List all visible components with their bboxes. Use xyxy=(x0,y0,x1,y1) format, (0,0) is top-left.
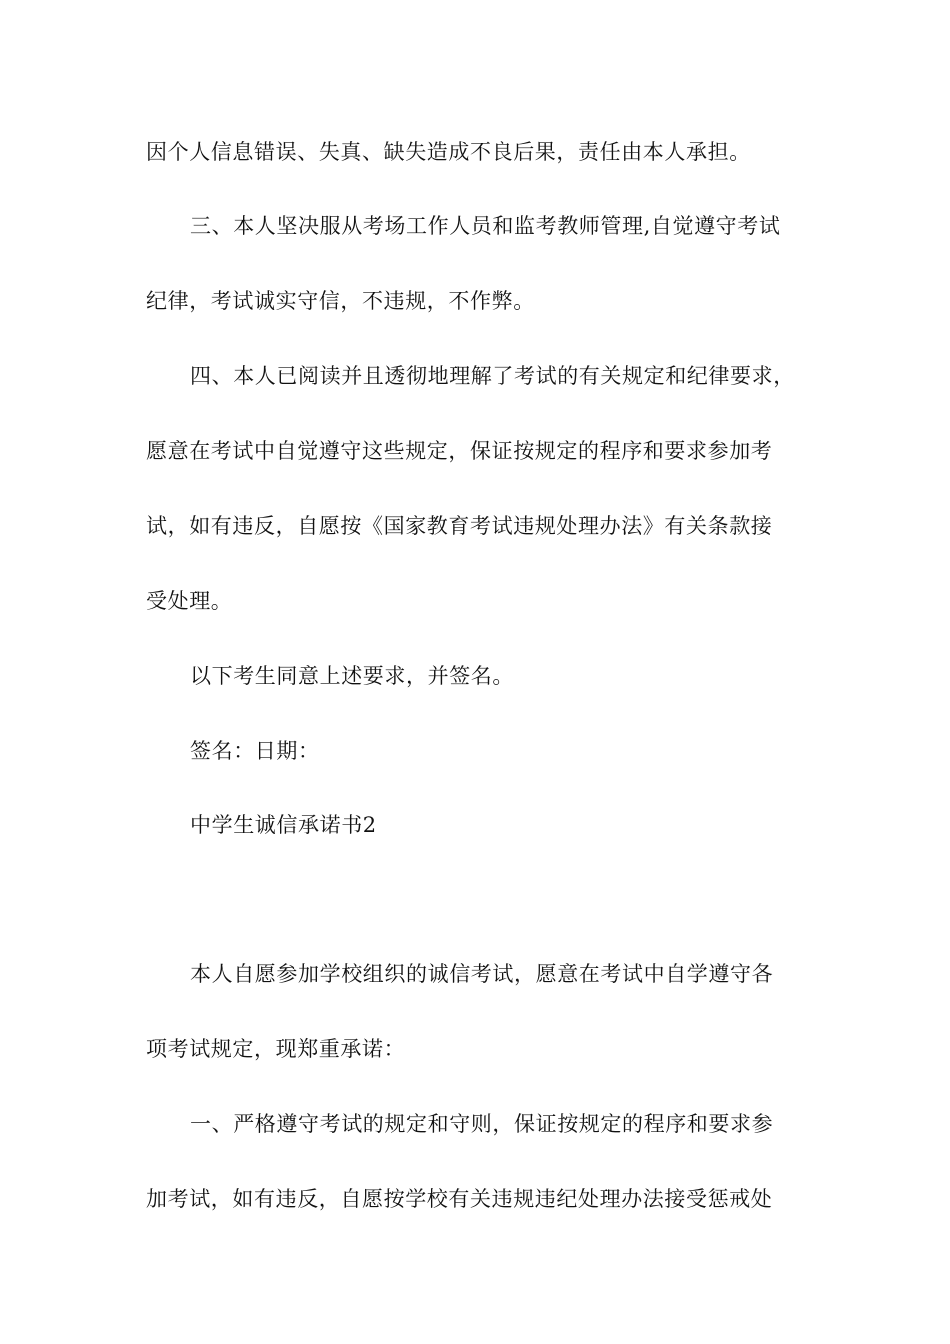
paragraph-line: 受处理。 xyxy=(146,589,233,613)
paragraph-line: 项考试规定，现郑重承诺： xyxy=(146,1037,406,1061)
paragraph-line: 试，如有违反，自愿按《国家教育考试违规处理办法》有关条款接 xyxy=(146,514,773,538)
paragraph-line: 加考试，如有违反，自愿按学校有关违规违纪处理办法接受惩戒处 xyxy=(146,1187,773,1211)
paragraph-line: 本人自愿参加学校组织的诚信考试，愿意在考试中自学遵守各 xyxy=(190,962,774,986)
section-title: 中学生诚信承诺书2 xyxy=(190,813,377,837)
paragraph-line: 以下考生同意上述要求，并签名。 xyxy=(190,664,514,688)
paragraph-line: 三、本人坚决服从考场工作人员和监考教师管理,自觉遵守考试 xyxy=(190,214,781,238)
paragraph-line: 愿意在考试中自觉遵守这些规定，保证按规定的程序和要求参加考 xyxy=(146,439,773,463)
signature-date-line: 签名：日期： xyxy=(190,739,320,763)
paragraph-line: 因个人信息错误、失真、缺失造成不良后果，责任由本人承担。 xyxy=(146,140,751,164)
paragraph-line: 一、严格遵守考试的规定和守则，保证按规定的程序和要求参 xyxy=(190,1112,774,1136)
paragraph-line: 四、本人已阅读并且透彻地理解了考试的有关规定和纪律要求， xyxy=(190,364,795,388)
paragraph-line: 纪律，考试诚实守信，不违规，不作弊。 xyxy=(146,289,535,313)
